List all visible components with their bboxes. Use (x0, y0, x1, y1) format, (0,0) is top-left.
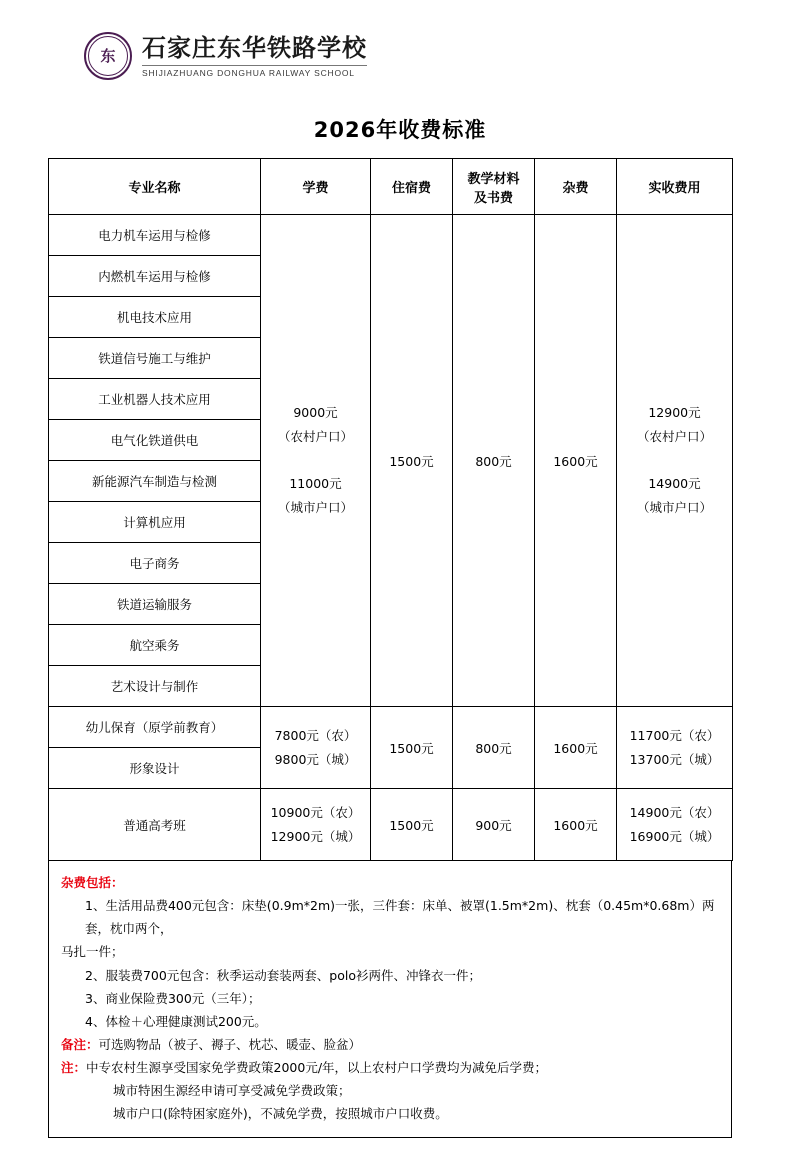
group2-tuition-line1: 7800元（农） (274, 727, 357, 743)
school-name-en: SHIJIAZHUANG DONGHUA RAILWAY SCHOOL (142, 65, 367, 78)
group3-tuition (261, 789, 371, 861)
logo-glyph: 东 (100, 46, 116, 65)
major-name: 铁道运输服务 (49, 584, 261, 625)
major-name: 航空乘务 (49, 625, 261, 666)
group1-total-line1: 12900元 (648, 405, 701, 421)
table-row (49, 707, 733, 748)
group1-tuition-line2: （农村户口） (277, 428, 353, 444)
page-title: 2026年收费标准 (313, 118, 487, 142)
group2-materials: 800元 (453, 707, 535, 789)
major-name: 电子商务 (49, 543, 261, 584)
notes-note-line2: 城市特困生源经申请可享受减免学费政策； (113, 1083, 351, 1099)
notes-item-1-line1: 1、生活用品费400元包含：床垫(0.9m*2m)一张，三件套：床单、被罩(1.5m*2m)、枕套（0.45m*0.68m）两套，枕巾两个， (85, 898, 715, 937)
notes-block (48, 861, 732, 1138)
major-name: 幼儿保育（原学前教育） (49, 707, 261, 748)
group2-total (617, 707, 733, 789)
major-name: 电力机车运用与检修 (49, 215, 261, 256)
col-header-major: 专业名称 (49, 159, 261, 215)
col-header-materials-line2: 及书费 (473, 190, 513, 206)
group3-total-line2: 16900元（城） (629, 828, 720, 844)
group1-tuition-line3: 11000元 (289, 476, 342, 492)
notes-item-2: 2、服装费700元包含：秋季运动套装两套、polo衫两件、冲锋衣一件； (85, 967, 482, 983)
notes-misc-title: 杂费包括： (61, 875, 124, 890)
school-name-cn: 石家庄东华铁路学校 (142, 34, 367, 63)
table-row (49, 215, 733, 256)
group1-total-line3: 14900元 (648, 476, 701, 492)
major-name: 机电技术应用 (49, 297, 261, 338)
group1-total (617, 215, 733, 707)
group2-misc: 1600元 (535, 707, 617, 789)
notes-remark-row (61, 1033, 719, 1056)
group3-total-line1: 14900元（农） (629, 804, 720, 820)
group2-tuition-line2: 9800元（城） (274, 751, 357, 767)
major-name: 内燃机车运用与检修 (49, 256, 261, 297)
fee-standard-table (48, 158, 733, 861)
group3-materials: 900元 (453, 789, 535, 861)
school-name-block (142, 34, 367, 78)
table-header-row (49, 159, 733, 215)
notes-note-label: 注： (61, 1060, 87, 1075)
notes-note-line3: 城市户口(除特困家庭外)，不减免学费，按照城市户口收费。 (113, 1106, 448, 1122)
notes-note-line1: 中专农村生源享受国家免学费政策2000元/年，以上农村户口学费均为减免后学费； (86, 1060, 548, 1075)
col-header-total: 实收费用 (617, 159, 733, 215)
group3-tuition-line1: 10900元（农） (270, 804, 361, 820)
group3-total (617, 789, 733, 861)
school-header (84, 28, 752, 84)
group1-tuition (261, 215, 371, 707)
col-header-tuition: 学费 (261, 159, 371, 215)
notes-item-3: 3、商业保险费300元（三年）； (85, 990, 261, 1006)
group1-tuition-line1: 9000元 (293, 405, 338, 421)
col-header-dorm: 住宿费 (371, 159, 453, 215)
notes-item-4: 4、体检＋心理健康测试200元。 (85, 1013, 267, 1029)
notes-remark-text: 可选购物品（被子、褥子、枕芯、暖壶、脸盆） (98, 1036, 362, 1052)
major-name: 计算机应用 (49, 502, 261, 543)
group3-tuition-line2: 12900元（城） (270, 828, 361, 844)
school-logo-icon (84, 32, 132, 80)
table-row (49, 789, 733, 861)
major-name: 形象设计 (49, 748, 261, 789)
major-name: 新能源汽车制造与检测 (49, 461, 261, 502)
group2-total-line2: 13700元（城） (629, 751, 720, 767)
group1-total-line4: （城市户口） (636, 500, 712, 516)
group3-misc: 1600元 (535, 789, 617, 861)
col-header-materials-line1: 教学材料 (467, 171, 520, 187)
notes-remark-label: 备注： (61, 1036, 99, 1052)
major-name: 艺术设计与制作 (49, 666, 261, 707)
notes-note-row (61, 1056, 719, 1079)
group1-total-line2: （农村户口） (636, 428, 712, 444)
notes-item-1-line2: 马扎一件； (61, 944, 124, 960)
group3-dorm: 1500元 (371, 789, 453, 861)
group2-total-line1: 11700元（农） (629, 727, 720, 743)
col-header-misc: 杂费 (535, 159, 617, 215)
group1-misc: 1600元 (535, 215, 617, 707)
group1-tuition-line4: （城市户口） (277, 500, 353, 516)
major-name: 电气化铁道供电 (49, 420, 261, 461)
group2-dorm: 1500元 (371, 707, 453, 789)
major-name: 工业机器人技术应用 (49, 379, 261, 420)
col-header-materials (453, 159, 535, 215)
major-name: 普通高考班 (49, 789, 261, 861)
group2-tuition (261, 707, 371, 789)
group1-materials: 800元 (453, 215, 535, 707)
major-name: 铁道信号施工与维护 (49, 338, 261, 379)
group1-dorm: 1500元 (371, 215, 453, 707)
